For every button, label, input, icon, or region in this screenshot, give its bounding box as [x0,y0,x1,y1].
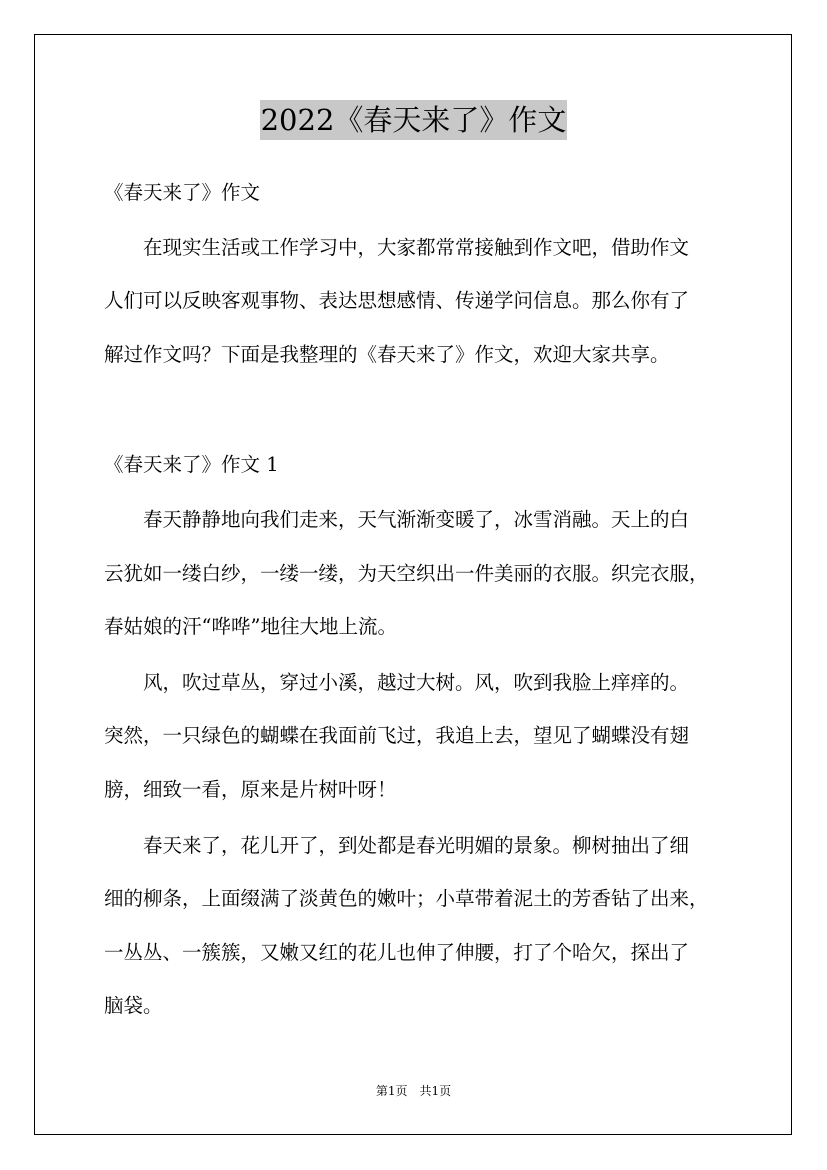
paragraph-1 [104,507,744,640]
paragraph-line: 春天来了，花儿开了，到处都是春光明媚的景象。柳树抽出了细 [104,834,690,857]
document-subtitle: 《春天来了》作文 [104,181,261,204]
paragraph-line: 春天静静地向我们走来，天气渐渐变暖了，冰雪消融。天上的白 [104,508,690,531]
intro-line: 人们可以反映客观事物、表达思想感情、传递学问信息。那么你有了 [104,289,690,312]
paragraph-line: 脑袋。 [104,994,163,1017]
paragraph-line: 一丛丛、一簇簇，又嫩又红的花儿也伸了伸腰，打了个哈欠，探出了 [104,941,690,964]
paragraph-line: 云犹如一缕白纱，一缕一缕，为天空织出一件美丽的衣服。织完衣服， [104,562,709,585]
document-title: 2022《春天来了》作文 [260,100,568,140]
paragraph-3 [104,833,744,1019]
paragraph-line: 风，吹过草丛，穿过小溪，越过大树。风，吹到我脸上痒痒的。 [104,671,690,694]
paragraph-2 [104,670,744,803]
intro-line: 在现实生活或工作学习中，大家都常常接触到作文吧，借助作文 [104,236,690,259]
intro-line: 解过作文吗？下面是我整理的《春天来了》作文，欢迎大家共享。 [104,343,670,366]
section-heading: 《春天来了》作文 1 [104,453,279,476]
intro-paragraph [104,235,744,368]
paragraph-line: 春姑娘的汗“哗哗”地往大地上流。 [104,615,397,638]
title-container [0,100,827,140]
page-number: 第1页 共1页 [375,1084,452,1098]
paragraph-line: 细的柳条，上面缀满了淡黄色的嫩叶；小草带着泥土的芳香钻了出来， [104,887,709,910]
paragraph-line: 突然，一只绿色的蝴蝶在我面前飞过，我追上去，望见了蝴蝶没有翅 [104,724,690,747]
paragraph-line: 膀，细致一看，原来是片树叶呀！ [104,778,397,801]
